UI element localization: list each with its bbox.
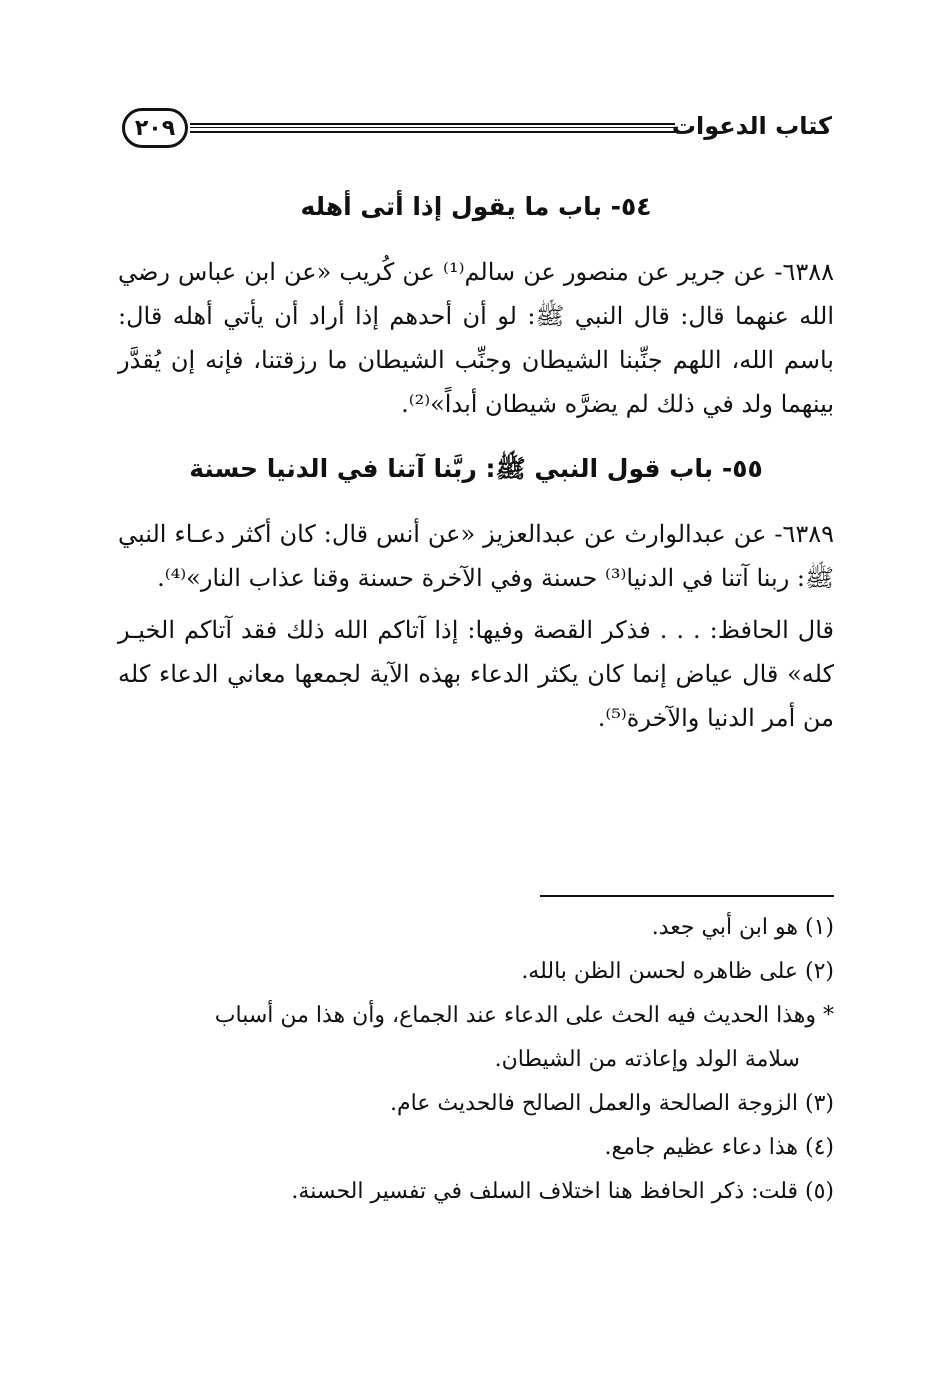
footnote-3: (٣) الزوجة الصالحة والعمل الصالح فالحديث عام. [389,1091,834,1116]
hadith-6389: ٦٣٨٩- عن عبدالوارث عن عبدالعزيز «عن أنس قال: كان أكثر دعـاء النبي ﷺ: ربنا آتنا في الدنيا⁽³⁾ حسنة وفي الآخرة حسنة وقنا عذاب النار»⁽⁴⁾. [118,520,834,592]
commentary-paragraph: قال الحافظ: . . . فذكر القصة وفيها: إذا آتاكم الله ذلك فقد آتاكم الخيـر كله» قال عياض إنما كان يكثر الدعاء بهذه الآية لجمعها معاني الدعاء كله من أمر الدنيا والآخرة⁽⁵⁾. [118,616,835,732]
star-note [118,994,834,1082]
header-rule [190,123,675,133]
footnotes [118,906,834,1214]
hadith-6388: ٦٣٨٨- عن جرير عن منصور عن سالم⁽¹⁾ عن كُريب «عن ابن عباس رضي الله عنهما قال: قال النبي ﷺ: لو أن أحدهم إذا أراد أن يأتي أهله قال: باسم الله، اللهم جنِّبنا الشيطان وجنِّب الشيطان ما رزقتنا، فإنه إن يُقدَّر بينهما ولد في ذلك لم يضرَّه شيطان أبداً»⁽²⁾. [118,258,834,418]
footnote-1: (١) هو ابن أبي جعد. [651,915,834,940]
footnote-5: (٥) قلت: ذكر الحافظ هنا اختلاف السلف في تفسير الحسنة. [291,1179,834,1204]
page-number: ٢٠٩ [122,108,188,148]
chapter-heading-54: ٥٤- باب ما يقول إذا أتى أهله [300,192,652,221]
footnote-2: (٢) على ظاهره لحسن الظن بالله. [521,959,834,984]
chapter-heading-55: ٥٥- باب قول النبي ﷺ: ربَّنا آتنا في الدنيا حسنة [189,454,763,483]
footnote-4: (٤) هذا دعاء عظيم جامع. [604,1135,834,1160]
main-text [118,180,834,748]
footnote-separator [540,895,834,897]
star-note-line-1: * وهذا الحديث فيه الحث على الدعاء عند الجماع، وأن هذا من أسباب [214,1003,834,1028]
star-note-line-2: سلامة الولد وإعاذته من الشيطان. [494,1047,800,1072]
running-title: كتاب الدعوات [671,112,832,140]
